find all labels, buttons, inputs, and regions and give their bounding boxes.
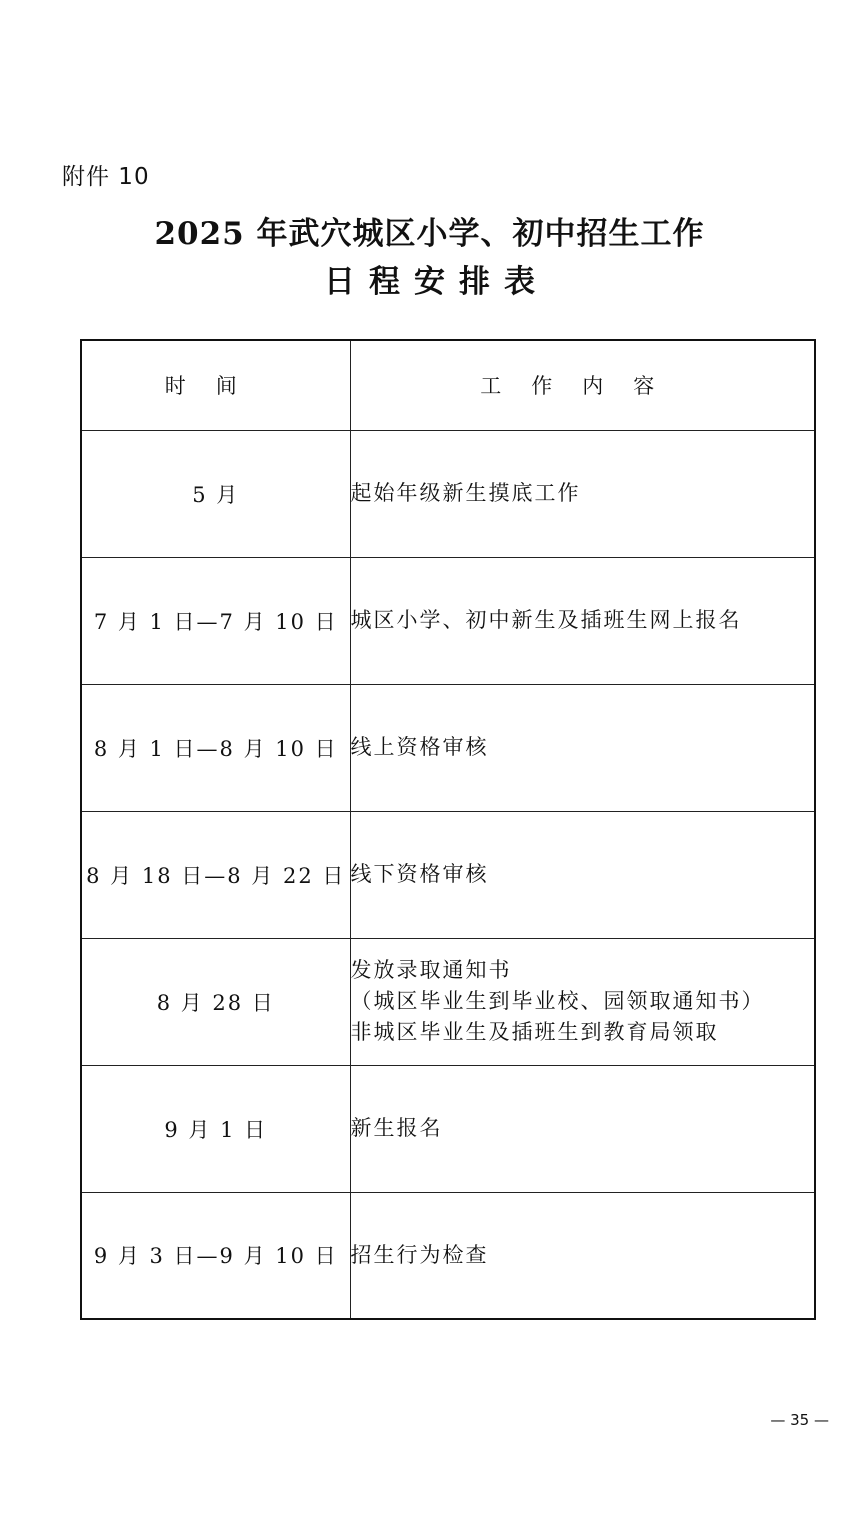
content-line: 新生报名	[350, 1116, 443, 1140]
header-time: 时间	[81, 340, 350, 430]
attachment-label: 附件 10	[62, 164, 150, 190]
content-line: 发放录取通知书	[350, 958, 512, 982]
schedule-table	[80, 339, 816, 1320]
table-row	[81, 811, 815, 938]
time-cell: 9 月 3 日—9 月 10 日	[81, 1192, 350, 1319]
content-cell	[350, 938, 815, 1065]
content-line: （城区毕业生到毕业校、园领取通知书）	[350, 989, 765, 1013]
table-row	[81, 684, 815, 811]
table-row	[81, 1192, 815, 1319]
table-header-row	[81, 340, 815, 430]
table-row	[81, 430, 815, 557]
time-cell: 8 月 1 日—8 月 10 日	[81, 684, 350, 811]
header-content: 工作内容	[350, 340, 815, 430]
content-cell	[350, 1065, 815, 1192]
document-title: 2025 年武穴城区小学、初中招生工作	[154, 216, 705, 252]
content-line: 线下资格审核	[350, 862, 489, 886]
content-cell	[350, 430, 815, 557]
time-cell: 8 月 28 日	[81, 938, 350, 1065]
content-line: 非城区毕业生及插班生到教育局领取	[350, 1020, 719, 1044]
document-subtitle: 日程安排表	[324, 264, 549, 300]
time-cell: 9 月 1 日	[81, 1065, 350, 1192]
time-cell: 5 月	[81, 430, 350, 557]
content-line: 招生行为检查	[350, 1242, 489, 1267]
time-cell: 8 月 18 日—8 月 22 日	[81, 811, 350, 938]
content-cell	[350, 1192, 815, 1319]
content-line: 城区小学、初中新生及插班生网上报名	[350, 608, 742, 632]
content-cell	[350, 811, 815, 938]
content-cell	[350, 684, 815, 811]
content-line: 线上资格审核	[350, 735, 489, 759]
table-row	[81, 557, 815, 684]
content-cell	[350, 557, 815, 684]
time-cell: 7 月 1 日—7 月 10 日	[81, 557, 350, 684]
table-row	[81, 938, 815, 1065]
content-line: 起始年级新生摸底工作	[350, 481, 581, 505]
page-number: — 35 —	[770, 1411, 829, 1429]
table-row	[81, 1065, 815, 1192]
